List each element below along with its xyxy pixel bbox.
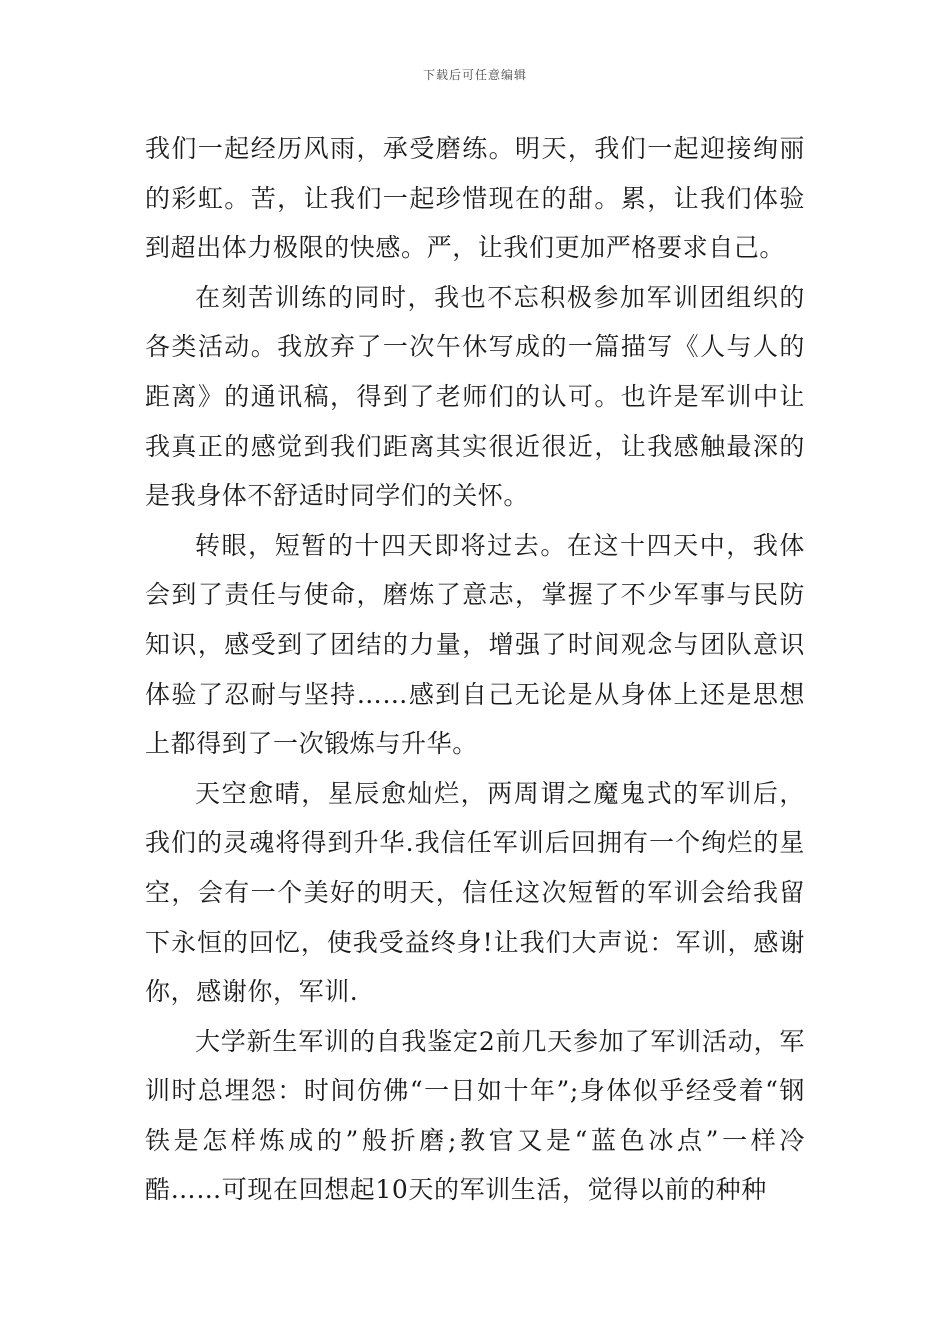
document-body	[145, 124, 805, 1215]
page-header: 下载后可任意编辑	[422, 68, 527, 82]
paragraph-1: 我们一起经历风雨，承受磨练。明天，我们一起迎接绚丽的彩虹。苦，让我们一起珍惜现在的甜。累，让我们体验到超出体力极限的快感。严，让我们更加严格要求自己。	[145, 134, 805, 263]
paragraph-4: 天空愈晴，星辰愈灿烂，两周谓之魔鬼式的军训后，我们的灵魂将得到升华.我信任军训后回拥有一个绚烂的星空，会有一个美好的明天，信任这次短暂的军训会给我留下永恒的回忆，使我受益终身!让我们大声说：军训，感谢你，感谢你，军训.	[145, 778, 805, 1007]
paragraph-3: 转眼，短暂的十四天即将过去。在这十四天中，我体会到了责任与使命，磨炼了意志，掌握了不少军事与民防知识，感受到了团结的力量，增强了时间观念与团队意识体验了忍耐与坚持……感到自己无论是从身体上还是思想上都得到了一次锻炼与升华。	[145, 530, 805, 759]
paragraph-5: 大学新生军训的自我鉴定2前几天参加了军训活动，军训时总埋怨：时间仿佛“一日如十年”;身体似乎经受着“钢铁是怎样炼成的”般折磨;教官又是“蓝色冰点”一样冷酷……可现在回想起10天的军训生活，觉得以前的种种	[145, 1026, 805, 1205]
paragraph-2: 在刻苦训练的同时，我也不忘积极参加军训团组织的各类活动。我放弃了一次午休写成的一篇描写《人与人的距离》的通讯稿，得到了老师们的认可。也许是军训中让我真正的感觉到我们距离其实很近很近，让我感触最深的是我身体不舒适时同学们的关怀。	[145, 282, 805, 511]
